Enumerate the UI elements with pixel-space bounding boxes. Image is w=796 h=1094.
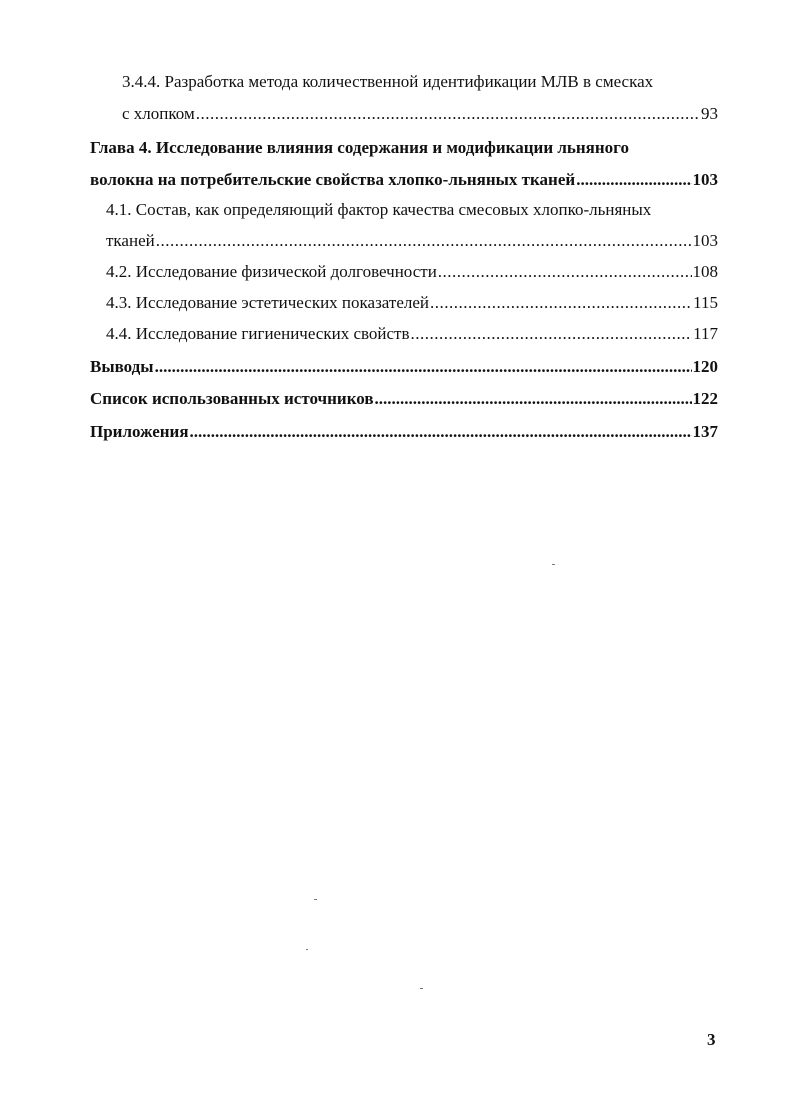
toc-entry-title: 4.3. Исследование эстетических показателей <box>106 293 429 312</box>
toc-entry-title: Список использованных источников <box>90 389 374 408</box>
dot-leader <box>576 170 691 190</box>
toc-entry-line <box>90 138 718 158</box>
toc-page-number: 93 <box>701 104 718 123</box>
toc-page-number: 103 <box>692 231 718 250</box>
toc-entry-title: 4.2. Исследование физической долговечности <box>106 262 437 281</box>
dot-leader <box>156 231 692 251</box>
toc-page-number: 115 <box>693 293 718 312</box>
dot-leader <box>411 324 693 344</box>
dot-leader <box>375 389 692 409</box>
toc-entry-line <box>122 104 718 124</box>
toc-entry-line <box>90 422 718 442</box>
toc-entry-line <box>90 170 718 190</box>
toc-entry-line <box>106 293 718 313</box>
toc-entry-line <box>90 357 718 377</box>
toc-entry-title-line1: Глава 4. Исследование влияния содержания и модификации льняного <box>90 138 629 157</box>
dot-leader <box>430 293 692 313</box>
toc-entry-title-line2: тканей <box>106 231 155 250</box>
toc-entry-line <box>106 262 718 282</box>
page-number: 3 <box>707 1030 716 1049</box>
toc-page-number: 117 <box>693 324 718 343</box>
toc-entry-line <box>122 72 718 92</box>
toc-entry-title-line1: 4.1. Состав, как определяющий фактор качества смесовых хлопко-льняных <box>106 200 652 219</box>
scan-speck <box>552 564 555 565</box>
toc-entry-title-line2: с хлопком <box>122 104 195 123</box>
toc-entry-line <box>106 324 718 344</box>
dot-leader <box>196 104 700 124</box>
toc-page-number: 103 <box>692 170 718 189</box>
dot-leader <box>190 422 692 442</box>
toc-page-number: 122 <box>692 389 718 408</box>
toc-entry-title: Приложения <box>90 422 189 441</box>
toc-entry-title-line2: волокна на потребительские свойства хлопко-льняных тканей <box>90 170 576 189</box>
scan-speck <box>306 949 308 950</box>
dot-leader <box>438 262 692 282</box>
toc-entry-title: Выводы <box>90 357 154 376</box>
toc-entry-line <box>90 389 718 409</box>
scan-speck <box>420 988 423 989</box>
toc-entry-line <box>106 200 718 220</box>
toc-entry-title: 4.4. Исследование гигиенических свойств <box>106 324 410 343</box>
dot-leader <box>155 357 692 377</box>
toc-page-number: 108 <box>692 262 718 281</box>
toc-page-number: 137 <box>692 422 718 441</box>
toc-entry-line <box>106 231 718 251</box>
toc-entry-title-line1: 3.4.4. Разработка метода количественной идентификации МЛВ в смесках <box>122 72 654 91</box>
toc-page-number: 120 <box>692 357 718 376</box>
scan-speck <box>314 899 317 900</box>
